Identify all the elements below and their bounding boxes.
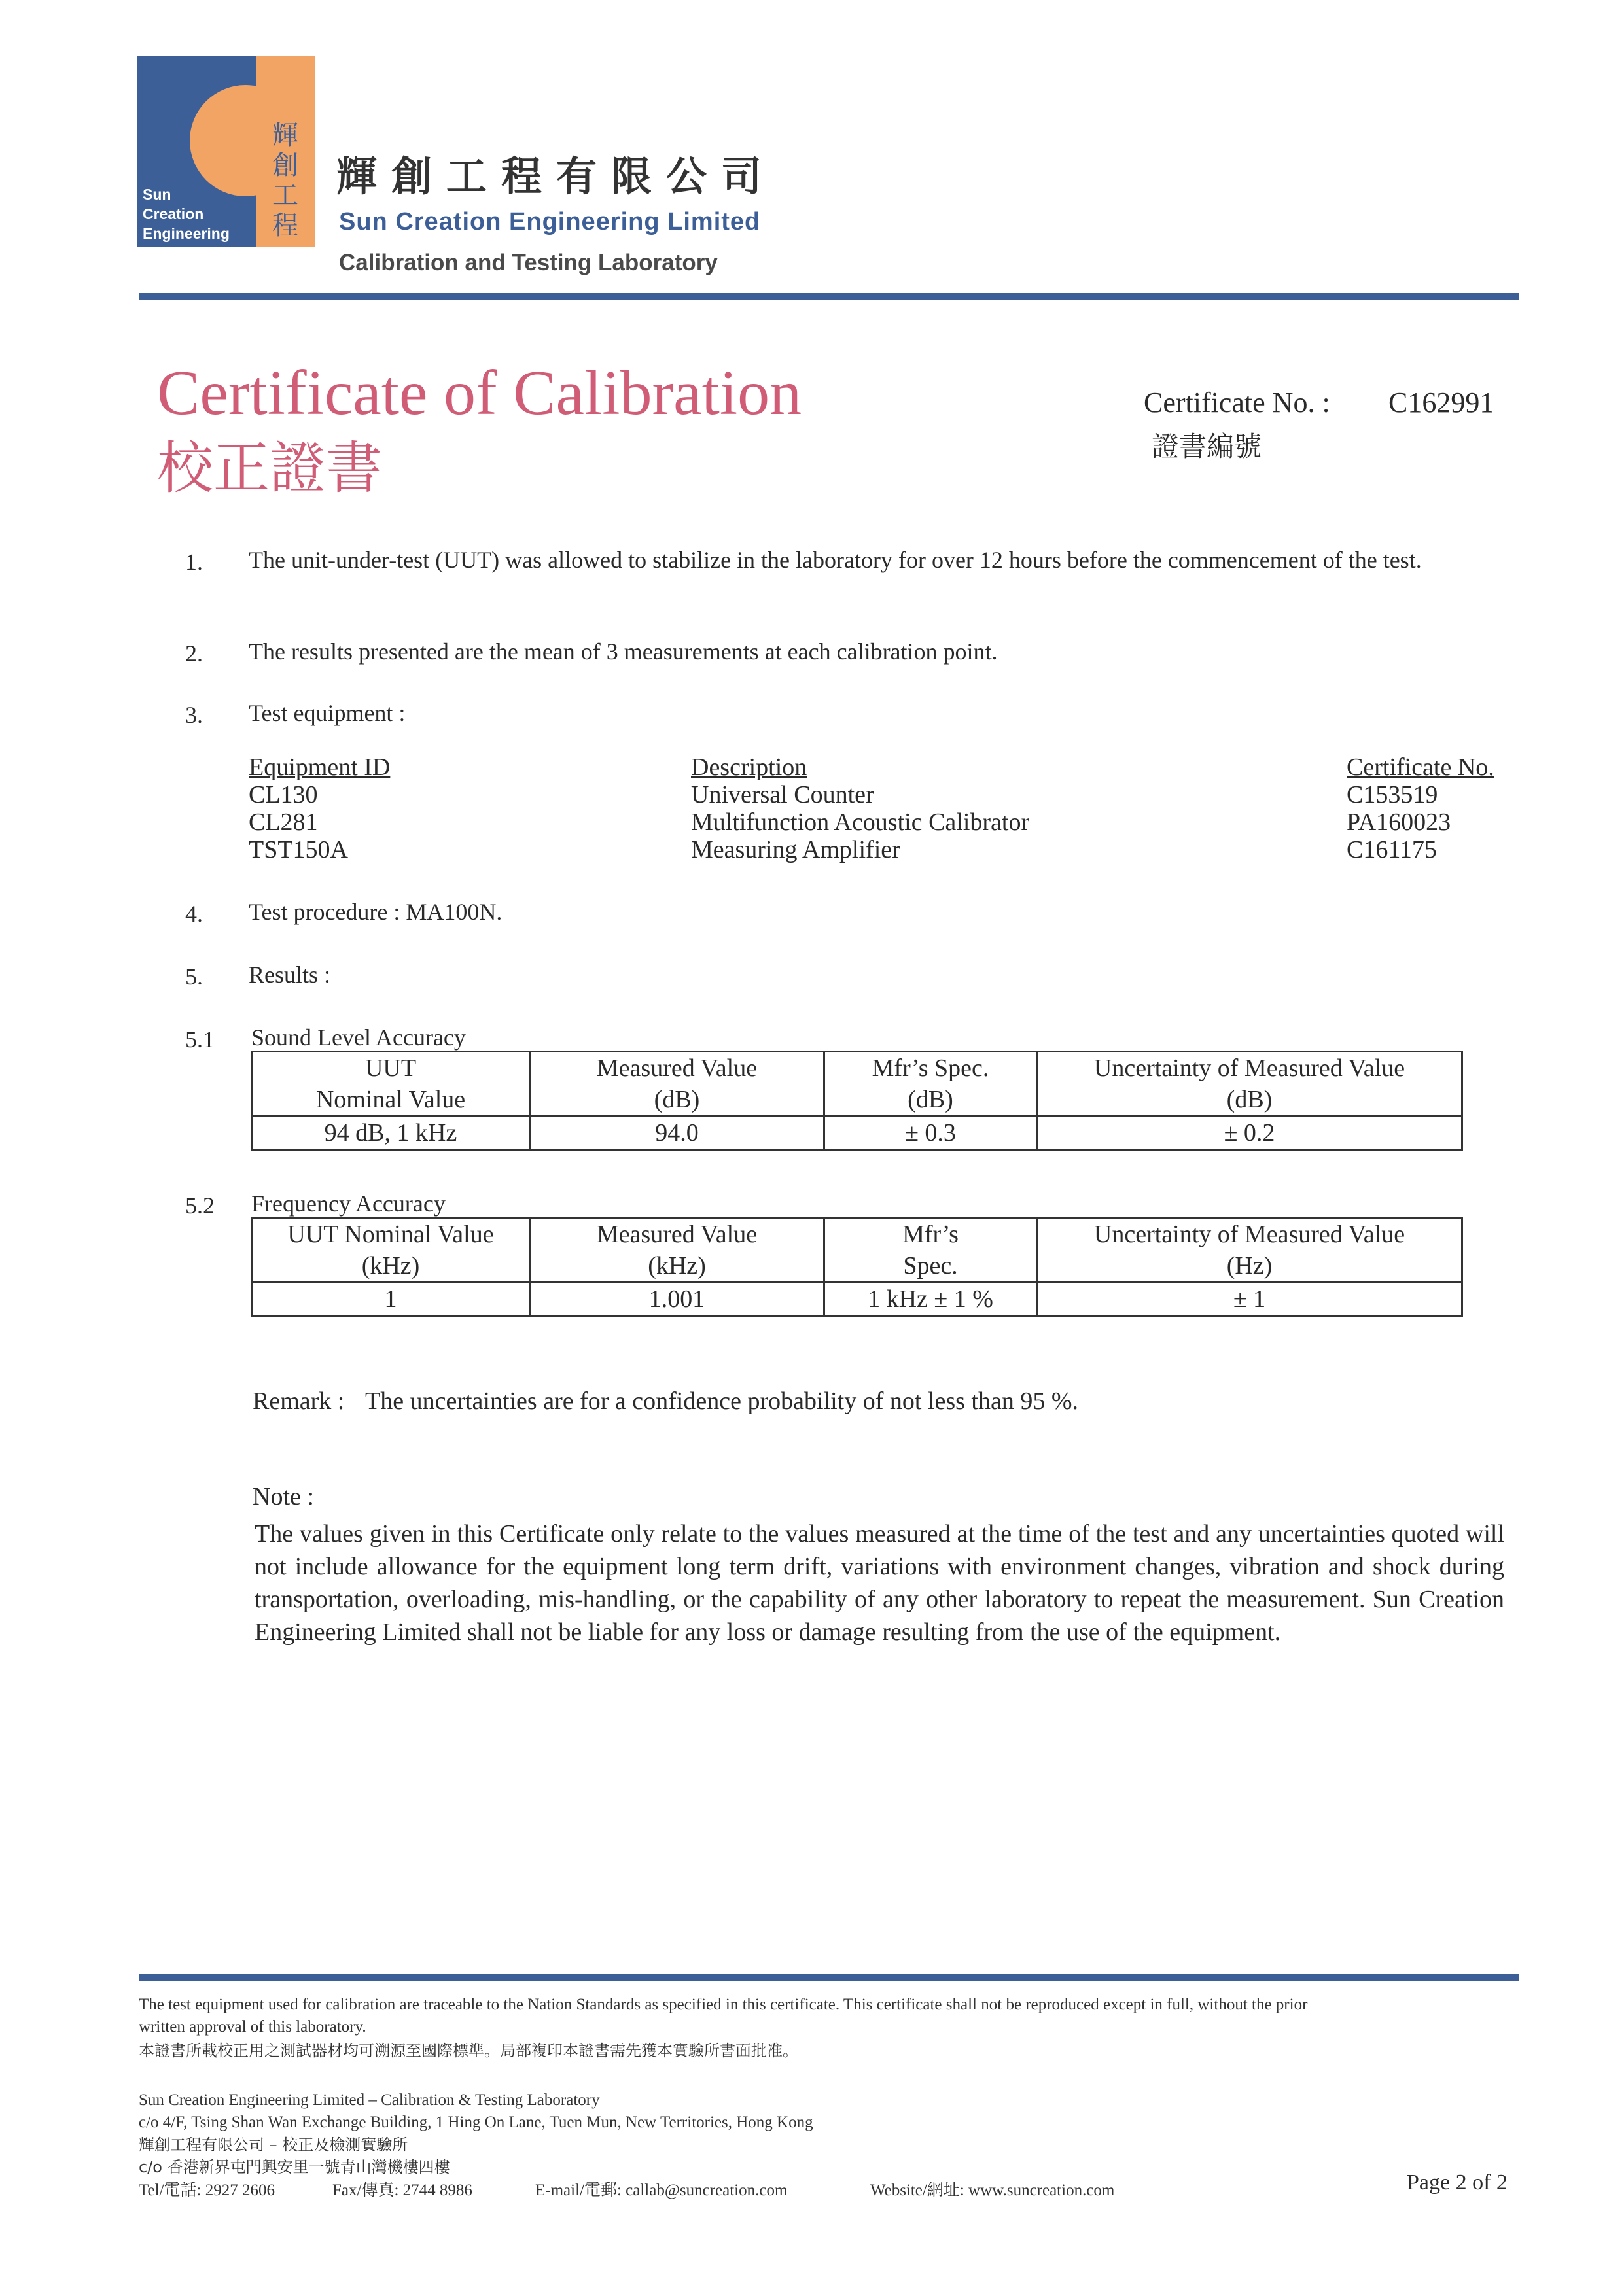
logo-en-line: Sun [143,186,171,203]
note-text: The values given in this Certificate only relate to the values measured at the time of the test and any uncertainties quoted will not include allowance for the equipment long term drift, variations with environment changes, vibration and shock during transportation, overloading, mis-handling, or the capability of any other laboratory to repeat the measurement. Sun Creation Engineering Limited shall not be liable for any loss or damage resulting from the use of the equipment. [255,1520,1504,1646]
equipment-id-column [249,754,390,863]
header-line: (dB) [1226,1086,1273,1113]
section-number: 5.1 [185,1026,215,1052]
company-logo [137,56,315,247]
header-line: Nominal Value [315,1086,466,1113]
header-line: (dB) [654,1086,700,1113]
header-line: Uncertainty of Measured Value [1093,1221,1405,1248]
header-divider [139,293,1519,300]
page-number: Page 2 of 2 [1407,2170,1508,2195]
footer-divider [139,1974,1519,1981]
note-label: Note : [253,1483,314,1510]
table-header-cell [252,1052,530,1117]
table-cell: ± 0.2 [1037,1117,1462,1150]
table-row [252,1117,1462,1150]
table-cell: 1 [252,1283,530,1316]
logo-en-line: Engineering [143,225,230,242]
header-line: UUT [364,1054,417,1082]
header-line: (Hz) [1226,1252,1273,1279]
logo-english-text [143,184,256,243]
fax: Fax/傳真: 2744 8986 [332,2182,472,2199]
remark-label: Remark : [253,1387,345,1415]
item-text: The unit-under-test (UUT) was allowed to stabilize in the laboratory for over 12 hours before the commencement of the test. [249,547,1422,573]
item-number: 2. [185,640,203,667]
header-line: Measured Value [596,1221,758,1248]
equipment-id: CL281 [249,809,318,836]
table-header-cell [530,1218,824,1283]
sound-level-table [251,1051,1463,1151]
table-header-row [252,1218,1462,1283]
section-title: Frequency Accuracy [251,1191,446,1217]
table-cell: 1.001 [530,1283,824,1316]
item-number: 1. [185,549,203,575]
table-header-row [252,1052,1462,1117]
address-company-chinese: 輝創工程有限公司 – 校正及檢測實驗所 [139,2136,408,2154]
header-line: (kHz) [648,1252,706,1279]
header-line: Mfr’s Spec. [872,1054,989,1082]
item-text: Test procedure : MA100N. [249,899,503,925]
address-english: c/o 4/F, Tsing Shan Wan Exchange Building, 1 Hing On Lane, Tuen Mun, New Territories, Hong Kong [139,2113,813,2131]
telephone: Tel/電話: 2927 2606 [139,2182,275,2199]
header-line: (dB) [908,1086,953,1113]
logo-zh-char: 創 [272,150,298,181]
table-header-cell [1037,1218,1462,1283]
equipment-certificate: C153519 [1347,781,1438,809]
item-text: The results presented are the mean of 3 measurements at each calibration point. [249,638,998,665]
traceability-statement: The test equipment used for calibration are traceable to the Nation Standards as specified in this certificate. This certificate shall not be reproduced except in full, without the prior [139,1996,1308,2013]
table-header-cell [824,1218,1037,1283]
equipment-certificate: C161175 [1347,836,1437,863]
table-header-cell [530,1052,824,1117]
header-line: UUT Nominal Value [287,1221,494,1248]
logo-zh-char: 輝 [272,120,298,150]
header-line: Spec. [903,1252,958,1279]
table-cell: 1 kHz ± 1 % [824,1283,1037,1316]
equipment-description: Universal Counter [691,781,874,809]
equipment-certificate: PA160023 [1347,809,1451,836]
email-link[interactable]: E-mail/電郵: callab@suncreation.com [535,2182,788,2199]
section-title: Sound Level Accuracy [251,1024,466,1051]
certificate-number-value: C162991 [1388,387,1494,419]
certificate-title-chinese: 校正證書 [157,436,382,501]
table-cell: ± 0.3 [824,1117,1037,1150]
equipment-description-header: Description [691,754,807,781]
header-line: Mfr’s [902,1221,959,1248]
table-cell: 94 dB, 1 kHz [252,1117,530,1150]
equipment-id: TST150A [249,836,348,863]
table-cell: ± 1 [1037,1283,1462,1316]
traceability-statement-chinese: 本證書所載校正用之測試器材均可溯源至國際標準。局部複印本證書需先獲本實驗所書面批准。 [139,2042,798,2060]
header-line: (kHz) [361,1252,420,1279]
certificate-number-label-chinese: 證書編號 [1152,430,1262,462]
certificate-number-label: Certificate No. : [1144,387,1330,419]
logo-chinese-text [266,120,305,241]
traceability-statement-cont: written approval of this laboratory. [139,2018,366,2036]
company-name-english: Sun Creation Engineering Limited [339,208,761,235]
table-row [252,1283,1462,1316]
item-text: Results : [249,962,331,988]
equipment-id-header: Equipment ID [249,754,391,781]
item-number: 5. [185,964,203,990]
logo-zh-char: 工 [272,181,298,211]
remark-text: The uncertainties are for a confidence probability of not less than 95 %. [365,1387,1078,1415]
logo-en-line: Creation [143,205,204,222]
table-header-cell [824,1052,1037,1117]
header-line: Measured Value [596,1054,758,1082]
table-cell: 94.0 [530,1117,824,1150]
laboratory-name: Calibration and Testing Laboratory [339,250,718,275]
equipment-description: Measuring Amplifier [691,836,900,863]
header-line: Uncertainty of Measured Value [1093,1054,1405,1082]
section-number: 5.2 [185,1192,215,1219]
logo-sun-circle [190,85,256,196]
address-chinese: c/o 香港新界屯門興安里一號青山灣機樓四樓 [139,2158,450,2176]
certificate-title-english: Certificate of Calibration [157,358,802,428]
website-link[interactable]: Website/網址: www.suncreation.com [870,2182,1115,2199]
item-number: 4. [185,901,203,927]
frequency-table [251,1217,1463,1317]
address-company: Sun Creation Engineering Limited – Calibration & Testing Laboratory [139,2091,600,2109]
equipment-certificate-column [1347,754,1494,863]
equipment-description: Multifunction Acoustic Calibrator [691,809,1030,836]
company-name-chinese: 輝創工程有限公司 [336,152,777,200]
item-text: Test equipment : [249,700,406,726]
item-number: 3. [185,702,203,728]
logo-blue-panel [137,56,256,247]
equipment-id: CL130 [249,781,318,809]
equipment-description-column [691,754,1029,863]
equipment-certificate-header: Certificate No. [1347,754,1494,781]
table-header-cell [252,1218,530,1283]
table-header-cell [1037,1052,1462,1117]
logo-zh-char: 程 [272,211,298,241]
